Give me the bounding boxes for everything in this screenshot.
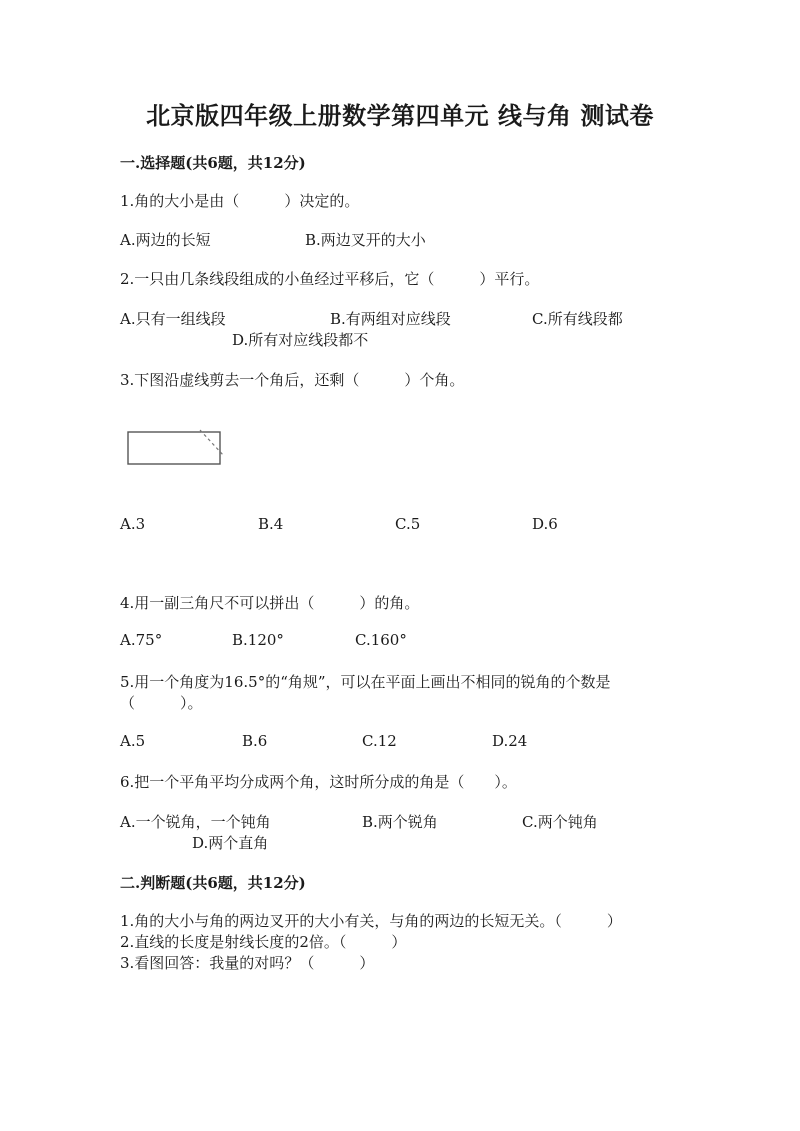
question-6: 6.把一个平角平均分成两个角，这时所分成的角是（ ）。 [120, 773, 517, 791]
q5-option-d: D.24 [492, 732, 528, 750]
question-3: 3.下图沿虚线剪去一个角后，还剩（ ）个角。 [120, 371, 465, 389]
q6-option-d: D.两个直角 [192, 834, 269, 852]
page-title: 北京版四年级上册数学第四单元 线与角 测试卷 [146, 101, 654, 130]
judgment-question-2: 2.直线的长度是射线长度的2倍。（ ） [120, 933, 407, 951]
q5-option-b: B.6 [242, 732, 268, 750]
section-heading-judgment: 二.判断题(共6题，共12分) [120, 874, 306, 892]
question-5-cont: （ ）。 [120, 694, 203, 712]
rectangle-cut-figure [120, 424, 230, 470]
q3-option-c: C.5 [395, 515, 421, 533]
q4-option-c: C.160° [355, 631, 407, 649]
q1-option-a: A.两边的长短 [120, 231, 211, 249]
question-2: 2.一只由几条线段组成的小鱼经过平移后，它（ ）平行。 [120, 270, 540, 288]
question-5: 5.用一个角度为16.5°的“角规”，可以在平面上画出不相同的锐角的个数是 [120, 673, 611, 691]
judgment-question-3: 3.看图回答：我量的对吗？（ ） [120, 954, 375, 972]
q2-option-c: C.所有线段都 [532, 310, 623, 328]
q5-option-a: A.5 [120, 732, 146, 750]
q6-option-c: C.两个钝角 [522, 813, 598, 831]
question-1: 1.角的大小是由（ ）决定的。 [120, 192, 360, 210]
q2-option-d: D.所有对应线段都不 [232, 331, 369, 349]
q6-option-a: A.一个锐角，一个钝角 [120, 813, 271, 831]
q2-option-a: A.只有一组线段 [120, 310, 226, 328]
q3-option-a: A.3 [120, 515, 146, 533]
q6-option-b: B.两个锐角 [362, 813, 438, 831]
section-heading-choice: 一.选择题(共6题，共12分) [120, 154, 306, 172]
q4-option-b: B.120° [232, 631, 284, 649]
q5-option-c: C.12 [362, 732, 397, 750]
q4-option-a: A.75° [120, 631, 163, 649]
judgment-question-1: 1.角的大小与角的两边叉开的大小有关，与角的两边的长短无关。（ ） [120, 912, 622, 930]
question-4: 4.用一副三角尺不可以拼出（ ）的角。 [120, 594, 420, 612]
q3-option-b: B.4 [258, 515, 284, 533]
q1-option-b: B.两边叉开的大小 [305, 231, 426, 249]
q3-option-d: D.6 [532, 515, 558, 533]
q2-option-b: B.有两组对应线段 [330, 310, 451, 328]
